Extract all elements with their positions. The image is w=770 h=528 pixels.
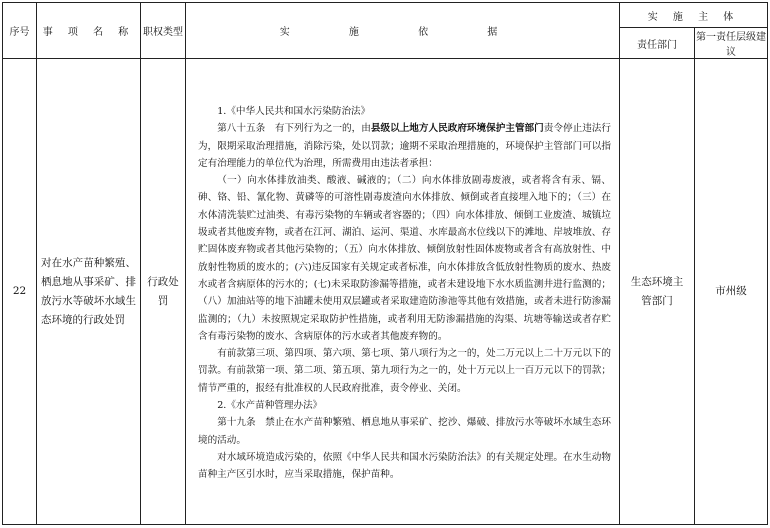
header-seq: 序号	[3, 3, 37, 59]
row-dept: 生态环境主管部门	[620, 59, 695, 525]
header-dept: 责任部门	[620, 28, 695, 59]
authority-highlight: 县级以上地方人民政府环境保护主管部门	[370, 123, 544, 135]
law2-title: 2.《水产苗种管理办法》	[217, 400, 323, 412]
row-item-name: 对在水产苗种繁殖、栖息地从事采矿、排放污水等破坏水域生态环境的行政处罚	[37, 59, 141, 525]
row-seq: 22	[3, 59, 37, 525]
row-level: 市州级	[695, 59, 768, 525]
article-19: 第十九条 禁止在水产苗种繁殖、栖息地从事采矿、挖沙、爆破、排放污水等破坏水域生态环境的活动。	[198, 417, 611, 446]
article-19-clause-2: 对水域环境造成污染的，依照《中华人民共和国水污染防治法》的有关规定处理。在水生动物苗种主产区引水时，应当采取措施，保护苗种。	[198, 451, 611, 481]
article-85-penalty: 有前款第三项、第四项、第六项、第七项、第八项行为之一的，处二万元以上二十万元以下的罚款。有前款第一项、第二项、第五项、第九项行为之一的，处十万元以上一百万元以下的罚款；情节严重的，报经有批准权的人民政府批准，责令停业、关闭。	[198, 348, 611, 394]
row-basis	[186, 59, 620, 525]
law1-title: 1.《中华人民共和国水污染防治法》	[217, 106, 371, 117]
table-row	[3, 59, 768, 525]
header-basis: 实 施 依 据	[186, 3, 620, 59]
header-item-name: 事 项 名 称	[37, 3, 141, 59]
enforcement-table	[2, 2, 768, 525]
header-power-type: 职权类型	[141, 3, 186, 59]
header-level: 第一责任层级建议	[695, 28, 768, 59]
row-power-type: 行政处罚	[141, 59, 186, 525]
article-85: 第八十五条 有下列行为之一的，由县级以上地方人民政府环境保护主管部门责令停止违法行为，限期采取治理措施，消除污染，处以罚款；逾期不采取治理措施的，环境保护主管部门可以指定有治理能力的单位代为治理，所需费用由违法者承担：	[198, 123, 612, 169]
header-subject: 实 施 主 体	[620, 3, 768, 28]
article-85-items: （一）向水体排放油类、酸液、碱液的；（二）向水体排放剧毒废液，或者将含有汞、镉、砷、铬、铅、氰化物、黄磷等的可溶性剧毒废渣向水体排放、倾倒或者直接埋入地下的；（三）在水体清洗装贮过油类、有毒污染物的车辆或者容器的；（四）向水体排放、倾倒工业废渣、城镇垃圾或者其他废弃物，或者在江河、湖泊、运河、渠道、水库最高水位线以下的滩地、岸坡堆放、存贮固体废弃物或者其他污染物的；（五）向水体排放、倾倒放射性固体废物或者含有高放射性、中放射性物质的废水的；(六)违反国家有关规定或者标准，向水体排放含低放射性物质的废水、热废水或者含病原体的污水的；(七)未采取防渗漏等措施，或者未建设地下水水质监测井进行监测的；（八）加油站等的地下油罐未使用双层罐或者采取建造防渗池等其他有效措施，或者未进行防渗漏监测的；（九）未按照规定采取防护性措施，或者利用无防渗漏措施的沟渠、坑塘等输送或者存贮含有毒污染物的废水、含病原体的污水或者其他废弃物的。	[198, 175, 611, 342]
